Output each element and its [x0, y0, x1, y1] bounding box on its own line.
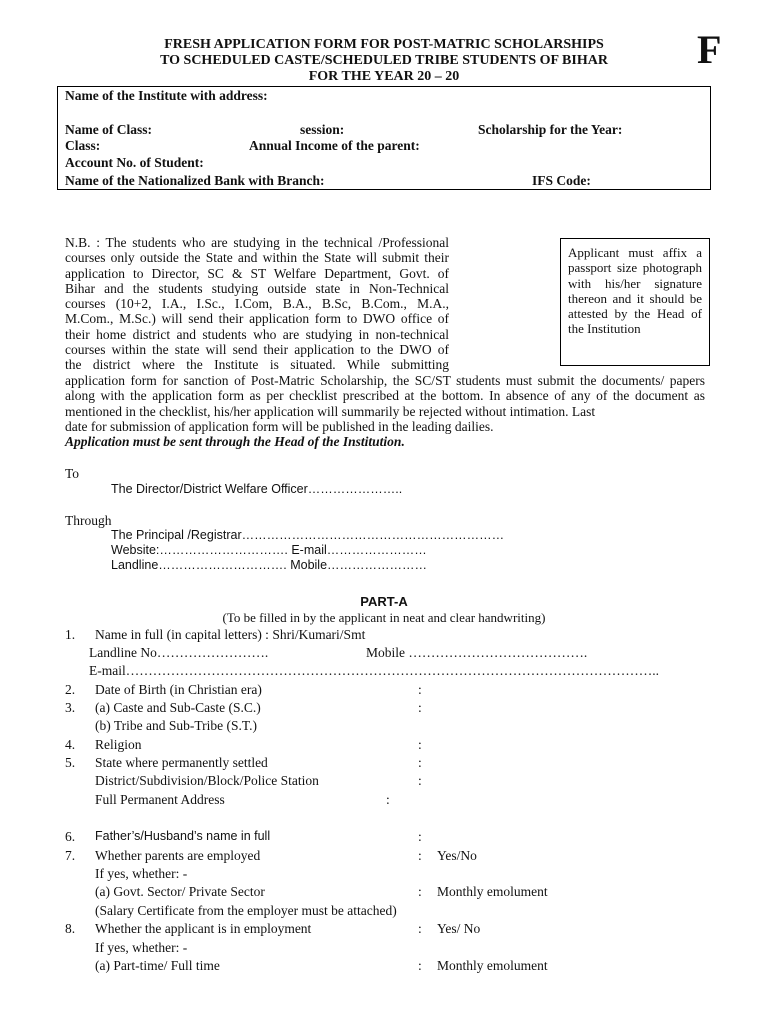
part-a-instruction: (To be filled in by the applicant in neat and clear handwriting) [222, 610, 546, 625]
monthly-emolument-label: Monthly emolument [437, 884, 548, 899]
note-line: courses within the state will send their application to the DWO of [65, 342, 449, 358]
session-label: session: [300, 122, 345, 137]
landline-no-label: Landline No……………………. [89, 645, 269, 660]
note-continuation-text: application form for sanction of Post-Matric Scholarship, the SC/ST students must submit the documents/ papers along with the application form as per checklist prescribed at the bottom. In absence of any of the document as mentioned in the checklist, his/her application will summarily be rejected without intimation. Last [65, 373, 705, 419]
note-line: courses (10+2, I.A., I.Sc., I.Com, B.A., B.Sc, B.Com., M.A., [65, 296, 449, 312]
bank-label: Name of the Nationalized Bank with Branch: [65, 173, 325, 188]
ifs-code-label: IFS Code: [532, 173, 591, 188]
director-line: The Director/District Welfare Officer………………….. [111, 482, 403, 496]
field-colon: : [418, 848, 422, 863]
religion-label: Religion [95, 737, 142, 752]
note-line: M.Com., M.Sc.) will send their application form to DWO office of [65, 311, 449, 327]
father-name-label: Father’s/Husband’s name in full [95, 829, 271, 843]
field-colon: : [386, 792, 390, 807]
website-email-line: Website:…………………………. E-mail…………………… [111, 543, 427, 557]
scholarship-year-label: Scholarship for the Year: [478, 122, 623, 137]
field-colon: : [418, 958, 422, 973]
field-colon: : [418, 829, 422, 844]
note-continuation-last: date for submission of application form will be published in the leading dailies. [65, 418, 494, 434]
email-label: E-mail……………………………………………………………………………………………………….. [89, 663, 659, 678]
principal-line: The Principal /Registrar……………………………………………………… [111, 528, 505, 542]
field-number: 7. [65, 848, 76, 863]
state-label: State where permanently settled [95, 755, 268, 770]
photo-box: Applicant must affix a passport size photograph with his/her signature thereon and it should be attested by the Head of the Institution [560, 238, 710, 366]
parents-employed-options: Yes/No [437, 848, 477, 863]
employment-type-label: (a) Part-time/ Full time [95, 958, 220, 973]
field-number: 8. [65, 921, 76, 936]
field-colon: : [418, 773, 422, 788]
form-title-line2: TO SCHEDULED CASTE/SCHEDULED TRIBE STUDENTS OF BIHAR [160, 53, 608, 68]
applicant-employment-options: Yes/ No [437, 921, 481, 936]
field-colon: : [418, 884, 422, 899]
form-title-line1: FRESH APPLICATION FORM FOR POST-MATRIC SCHOLARSHIPS [164, 37, 604, 52]
note-continuation [65, 373, 705, 449]
field-colon: : [418, 700, 422, 715]
applicant-employment-label: Whether the applicant is in employment [95, 921, 312, 936]
note-paragraph [65, 235, 449, 373]
field-colon: : [418, 921, 422, 936]
note-line: N.B. : The students who are studying in the technical /Professional [65, 235, 449, 250]
field-number: 4. [65, 737, 76, 752]
note-line: Bihar and the students studying outside state in Non-Technical [65, 280, 449, 296]
mobile-label: Mobile …………………………………. [366, 645, 588, 660]
note-line: application to Director, SC & ST Welfare Department, Govt. of [65, 265, 449, 281]
district-label: District/Subdivision/Block/Police Station [95, 773, 319, 788]
field-colon: : [418, 682, 422, 697]
through-label: Through [65, 513, 112, 528]
landline-mobile-line: Landline…………………………. Mobile…………………… [111, 558, 428, 572]
form-title-line3: FOR THE YEAR 20 – 20 [308, 69, 460, 84]
field-number: 1. [65, 627, 76, 642]
monthly-emolument-label: Monthly emolument [437, 958, 548, 973]
note-line: their home district and students who are studying in non-technical [65, 326, 449, 342]
if-yes-label: If yes, whether: - [95, 866, 188, 881]
to-label: To [65, 466, 80, 481]
tribe-label: (b) Tribe and Sub-Tribe (S.T.) [95, 718, 258, 733]
institute-label: Name of the Institute with address: [65, 88, 268, 103]
salary-certificate-note: (Salary Certificate from the employer must be attached) [95, 903, 397, 918]
field-number: 6. [65, 829, 76, 844]
account-no-label: Account No. of Student: [65, 155, 204, 170]
note-line: courses only outside the State and within the State will submit their [65, 250, 449, 266]
field-colon: : [418, 737, 422, 752]
date-of-birth-label: Date of Birth (in Christian era) [95, 682, 262, 697]
field-colon: : [418, 755, 422, 770]
note-emphasis: Application must be sent through the Head of the Institution. [65, 434, 405, 450]
parents-employed-label: Whether parents are employed [95, 848, 261, 863]
sector-label: (a) Govt. Sector/ Private Sector [95, 884, 265, 899]
caste-label: (a) Caste and Sub-Caste (S.C.) [95, 700, 261, 715]
field-number: 3. [65, 700, 76, 715]
field-number: 5. [65, 755, 76, 770]
annual-income-label: Annual Income of the parent: [249, 138, 420, 153]
if-yes-label: If yes, whether: - [95, 940, 188, 955]
note-line: the district where the Institute is situated. While submitting [65, 357, 449, 373]
form-code: F [697, 27, 722, 72]
class-label: Class: [65, 138, 101, 153]
permanent-address-label: Full Permanent Address [95, 792, 225, 807]
part-a-heading: PART-A [360, 594, 408, 609]
field-number: 2. [65, 682, 76, 697]
name-in-full-label: Name in full (in capital letters) : Shri/Kumari/Smt [95, 627, 366, 642]
class-name-label: Name of Class: [65, 122, 152, 137]
